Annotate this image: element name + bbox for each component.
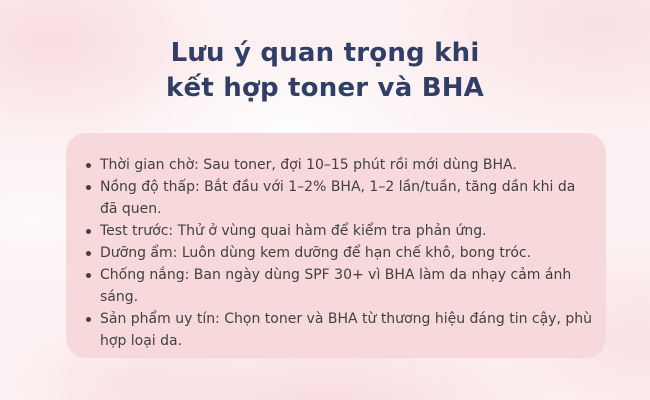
- notes-card: [66, 133, 606, 358]
- list-item: Dưỡng ẩm: Luôn dùng kem dưỡng để hạn chế khô, bong tróc.: [66, 242, 592, 264]
- page-title-line-1: Lưu ý quan trọng khi: [170, 38, 480, 68]
- list-item: Sản phẩm uy tín: Chọn toner và BHA từ thương hiệu đáng tin cậy, phù hợp loại da.: [66, 308, 592, 352]
- notes-list: [66, 154, 592, 352]
- list-item: Chống nắng: Ban ngày dùng SPF 30+ vì BHA làm da nhạy cảm ánh sáng.: [66, 264, 592, 308]
- list-item: Test trước: Thử ở vùng quai hàm để kiểm tra phản ứng.: [66, 220, 592, 242]
- list-item: Thời gian chờ: Sau toner, đợi 10–15 phút rồi mới dùng BHA.: [66, 154, 592, 176]
- page-title: [0, 36, 650, 106]
- list-item: Nồng độ thấp: Bắt đầu với 1–2% BHA, 1–2 lần/tuần, tăng dần khi da đã quen.: [66, 176, 592, 220]
- page-title-line-2: kết hợp toner và BHA: [166, 73, 484, 103]
